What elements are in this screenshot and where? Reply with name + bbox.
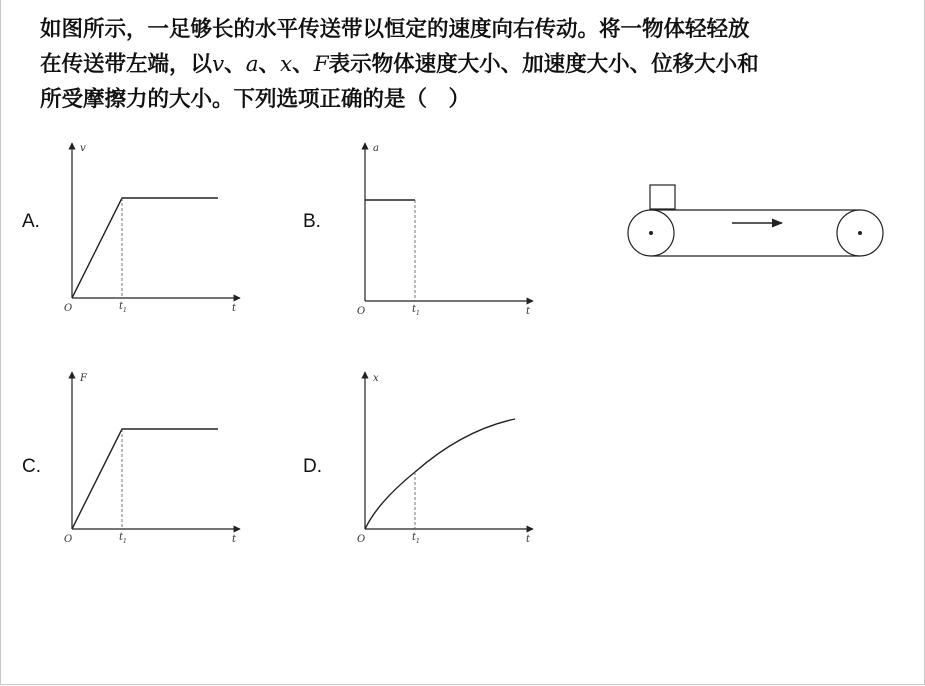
x-axis-label: t bbox=[526, 306, 531, 317]
origin-label: O bbox=[64, 303, 73, 314]
block bbox=[650, 185, 675, 209]
question-line-2 bbox=[40, 47, 910, 82]
velocity-curve bbox=[72, 198, 218, 298]
y-axis-label: v bbox=[80, 143, 86, 154]
origin-label: O bbox=[357, 306, 366, 317]
origin-label: O bbox=[64, 534, 73, 545]
graph-b-a-t[interactable] bbox=[348, 138, 543, 323]
question-line-2-start: 在传送带左端，以 bbox=[40, 52, 213, 77]
y-axis-label: a bbox=[373, 143, 379, 154]
separator: 、 bbox=[292, 52, 314, 77]
x-axis-label: t bbox=[232, 303, 237, 314]
separator: 、 bbox=[258, 52, 281, 77]
t1-label: $t_1$ bbox=[412, 304, 420, 317]
option-a-label[interactable]: A. bbox=[22, 211, 40, 232]
y-axis-label: x bbox=[373, 373, 379, 384]
var-v: v bbox=[212, 52, 225, 77]
t1-label: $t_1$ bbox=[119, 301, 127, 314]
x-axis-label: t bbox=[526, 534, 531, 545]
t1-label: $t_1$ bbox=[119, 532, 127, 545]
origin-label: O bbox=[357, 534, 366, 545]
graph-d-x-t[interactable] bbox=[348, 367, 543, 552]
graph-a-v-t[interactable] bbox=[55, 138, 250, 323]
friction-curve bbox=[72, 429, 218, 529]
option-b-label[interactable]: B. bbox=[303, 211, 321, 232]
graph-c-F-t[interactable] bbox=[55, 367, 250, 552]
question-line-2-end: 表示物体速度大小、加速度大小、位移大小和 bbox=[328, 52, 759, 77]
y-axis-label: F bbox=[80, 373, 87, 384]
conveyor-belt-diagram bbox=[620, 180, 890, 265]
x-axis-label: t bbox=[232, 534, 237, 545]
option-c-label[interactable]: C. bbox=[22, 456, 41, 477]
var-a: a bbox=[245, 52, 259, 77]
separator: 、 bbox=[224, 52, 246, 77]
t1-label: $t_1$ bbox=[412, 532, 420, 545]
var-F: F bbox=[313, 52, 329, 77]
right-axle bbox=[858, 231, 862, 235]
option-d-label[interactable]: D. bbox=[303, 456, 322, 477]
question-stem bbox=[40, 12, 910, 117]
var-x: x bbox=[280, 52, 293, 77]
question-line-3: 所受摩擦力的大小。下列选项正确的是（ ） bbox=[40, 87, 471, 112]
displacement-curve bbox=[365, 419, 515, 529]
left-axle bbox=[649, 231, 653, 235]
question-line-1: 如图所示，一足够长的水平传送带以恒定的速度向右传动。将一物体轻轻放 bbox=[40, 17, 750, 42]
